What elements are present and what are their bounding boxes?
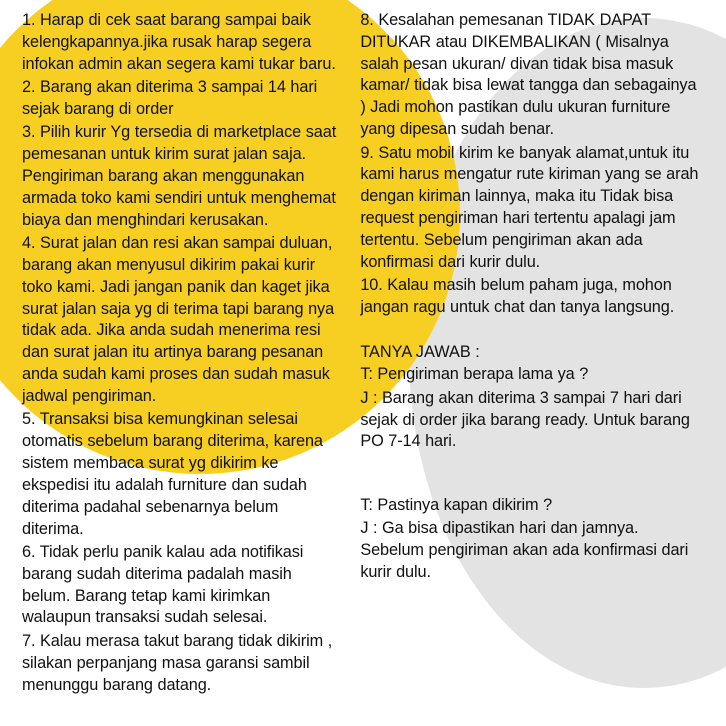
spacer-between-qa — [360, 455, 706, 495]
terms-item-3: 3. Pilih kurir Yg tersedia di marketplace saat pemesanan untuk kirim surat jalan saja. Pengiriman barang akan menggunakan armada toko kami sendiri untuk menghemat biaya dan menghindari kerusakan. — [22, 123, 337, 229]
terms-item-6: 6. Tidak perlu panik kalau ada notifikasi barang sudah diterima padalah masih belum. Barang tetap kami kirimkan walaupun transaksi sudah selesai. — [22, 543, 304, 627]
terms-item-10: 10. Kalau masih belum paham juga, mohon jangan ragu untuk chat dan tanya langsung. — [360, 276, 675, 317]
terms-item-5: 5. Transaksi bisa kemungkinan selesai otomatis sebelum barang diterima, karena sistem membaca surat yg dikirim ke ekspedisi itu adalah furniture dan sudah diterima padahal sebenarnya belum diterima. — [22, 410, 323, 538]
terms-item-9: 9. Satu mobil kirim ke banyak alamat,untuk itu kami harus mengatur rute kiriman yang se arah dengan kiriman lainnya, maka itu Tidak bisa request pengiriman hari tertentu apalagi jam tertentu. Sebelum pengiriman akan ada konfirmasi dari kurir dulu. — [360, 143, 699, 271]
qa-question-2: T: Pastinya kapan dikirim ? — [360, 495, 553, 514]
terms-item-8: 8. Kesalahan pemesanan TIDAK DAPAT DITUKAR atau DIKEMBALIKAN ( Misalnya salah pesan ukuran/ divan tidak bisa masuk kamar/ tidak bisa lewat tangga dan sebagainya ) Jadi mohon pastikan dulu ukuran furniture yang dipesan sudah benar. — [360, 11, 697, 139]
qa-answer-2: J : Ga bisa dipastikan hari dan jamnya. Sebelum pengiriman akan ada konfirmasi dari kurir dulu. — [360, 519, 689, 581]
terms-item-4: 4. Surat jalan dan resi akan sampai duluan, barang akan menyusul dikirim pakai kurir toko kami. Jadi jangan panik dan kaget jika surat jalan saja yg di terima tapi barang nya tidak ada. Jika anda sudah menerima resi dan surat jalan itu artinya barang pesanan anda sudah kami proses dan sudah masuk jadwal pengiriman. — [22, 234, 335, 405]
qa-heading: TANYA JAWAB : — [360, 343, 480, 362]
terms-item-7: 7. Kalau merasa takut barang tidak dikirim , silakan perpanjang masa garansi sambil menunggu barang datang. — [22, 631, 333, 694]
qa-answer-1: J : Barang akan diterima 3 sampai 7 hari dari sejak di order jika barang ready. Untuk barang PO 7-14 hari. — [360, 388, 690, 451]
right-column — [352, 10, 718, 726]
spacer-before-qa — [360, 320, 706, 342]
left-column — [8, 10, 352, 726]
terms-item-2: 2. Barang akan diterima 3 sampai 14 hari sejak barang di order — [22, 78, 318, 118]
qa-question-1: T: Pengiriman berapa lama ya ? — [360, 365, 589, 384]
terms-item-1: 1. Harap di cek saat barang sampai baik kelengkapannya.jika rusak harap segera infokan admin akan segera kami tukar baru. — [22, 11, 336, 73]
